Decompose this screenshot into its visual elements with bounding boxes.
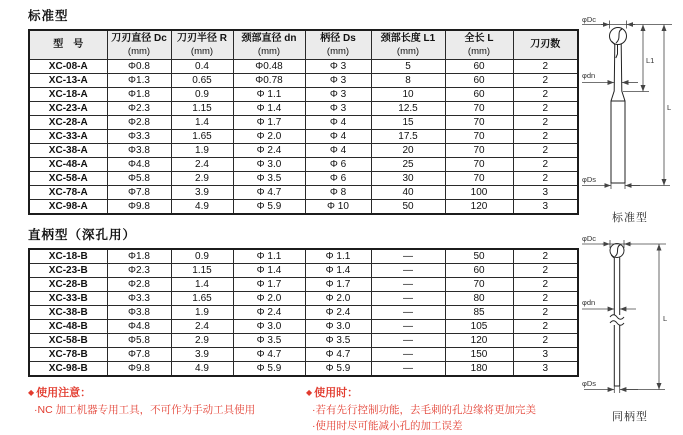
table-cell: 85 bbox=[445, 306, 513, 320]
table-cell: Φ 1.4 bbox=[305, 264, 371, 278]
table-cell: 1.15 bbox=[171, 102, 233, 116]
table-row bbox=[29, 116, 578, 130]
table-cell: 2 bbox=[513, 306, 578, 320]
table-cell: Φ2.8 bbox=[107, 278, 171, 292]
table-cell: 15 bbox=[371, 116, 445, 130]
table-header-row bbox=[29, 30, 578, 60]
usage-caution-lines bbox=[34, 402, 306, 418]
table-cell: 17.5 bbox=[371, 130, 445, 144]
table-cell: Φ 4 bbox=[305, 130, 371, 144]
usage-tips-note bbox=[306, 386, 577, 434]
table-cell: 5 bbox=[371, 60, 445, 74]
table-cell: 12.5 bbox=[371, 102, 445, 116]
table-cell: Φ1.8 bbox=[107, 249, 171, 264]
table-cell: — bbox=[371, 264, 445, 278]
column-header: 刀刃半径 R (mm) bbox=[171, 30, 233, 60]
standard-table-body bbox=[29, 60, 578, 215]
table-cell: 2 bbox=[513, 130, 578, 144]
straight-spec-table bbox=[28, 248, 579, 377]
table-cell: 1.15 bbox=[171, 264, 233, 278]
table-cell: Φ 3 bbox=[305, 88, 371, 102]
table-cell: Φ4.8 bbox=[107, 158, 171, 172]
table-row bbox=[29, 144, 578, 158]
note-line: ·NC 加工机器专用工具，不可作为手动工具使用 bbox=[34, 403, 256, 416]
table-cell: 40 bbox=[371, 186, 445, 200]
table-cell: 2 bbox=[513, 60, 578, 74]
table-cell: — bbox=[371, 334, 445, 348]
table-cell: Φ 2.4 bbox=[233, 306, 305, 320]
table-cell: Φ2.8 bbox=[107, 116, 171, 130]
table-cell: Φ 1.1 bbox=[305, 249, 371, 264]
table-cell: XC-13-A bbox=[29, 74, 107, 88]
table-cell: Φ 8 bbox=[305, 186, 371, 200]
straight-tool-drawing bbox=[580, 233, 680, 401]
table-cell: — bbox=[371, 249, 445, 264]
table-cell: 0.9 bbox=[171, 249, 233, 264]
table-cell: 2 bbox=[513, 292, 578, 306]
column-header: 柄径 Ds (mm) bbox=[305, 30, 371, 60]
table-cell: Φ 4.7 bbox=[233, 348, 305, 362]
table-cell: Φ2.3 bbox=[107, 264, 171, 278]
column-header: 颈部直径 dn (mm) bbox=[233, 30, 305, 60]
dim-label-l: L bbox=[663, 314, 668, 323]
table-cell: Φ3.8 bbox=[107, 306, 171, 320]
table-cell: 2 bbox=[513, 116, 578, 130]
table-cell: XC-78-A bbox=[29, 186, 107, 200]
standard-tool-drawing bbox=[580, 12, 680, 202]
dim-label-l: L bbox=[667, 103, 672, 112]
table-cell: Φ 1.7 bbox=[233, 278, 305, 292]
table-cell: Φ 5.9 bbox=[233, 200, 305, 215]
column-header: 颈部长度 L1 (mm) bbox=[371, 30, 445, 60]
dim-label-ds: φDs bbox=[582, 379, 597, 388]
table-cell: 2 bbox=[513, 278, 578, 292]
table-cell: 70 bbox=[445, 130, 513, 144]
dim-label-dn: φdn bbox=[582, 298, 596, 307]
dim-label-dc: φDc bbox=[582, 15, 597, 24]
table-cell: XC-58-B bbox=[29, 334, 107, 348]
table-cell: 2.4 bbox=[171, 158, 233, 172]
table-cell: 60 bbox=[445, 60, 513, 74]
table-cell: Φ3.8 bbox=[107, 144, 171, 158]
table-row bbox=[29, 292, 578, 306]
table-row bbox=[29, 362, 578, 377]
table-cell: XC-38-B bbox=[29, 306, 107, 320]
note-line: ·若有先行控制功能，去毛刺的孔边缘将更加完美 bbox=[312, 403, 536, 416]
table-cell: Φ 3.0 bbox=[233, 158, 305, 172]
table-cell: Φ5.8 bbox=[107, 172, 171, 186]
table-cell: 2 bbox=[513, 102, 578, 116]
table-cell: 3 bbox=[513, 362, 578, 377]
table-cell: Φ 2.0 bbox=[233, 292, 305, 306]
table-cell: 60 bbox=[445, 88, 513, 102]
table-cell: 10 bbox=[371, 88, 445, 102]
table-cell: Φ 5.9 bbox=[305, 362, 371, 377]
table-cell: Φ9.8 bbox=[107, 362, 171, 377]
table-cell: 1.9 bbox=[171, 144, 233, 158]
table-cell: Φ7.8 bbox=[107, 186, 171, 200]
table-cell: 50 bbox=[371, 200, 445, 215]
table-cell: Φ0.8 bbox=[107, 60, 171, 74]
table-cell: 2 bbox=[513, 88, 578, 102]
table-cell: Φ7.8 bbox=[107, 348, 171, 362]
table-cell: XC-58-A bbox=[29, 172, 107, 186]
table-cell: Φ 6 bbox=[305, 158, 371, 172]
table-cell: 2 bbox=[513, 158, 578, 172]
table-cell: 1.4 bbox=[171, 278, 233, 292]
usage-notes bbox=[28, 386, 577, 434]
table-cell: Φ 1.4 bbox=[233, 264, 305, 278]
table-cell: XC-18-A bbox=[29, 88, 107, 102]
dimension-diagrams bbox=[578, 12, 682, 424]
table-cell: Φ0.78 bbox=[233, 74, 305, 88]
table-cell: Φ 3 bbox=[305, 60, 371, 74]
table-cell: Φ 3 bbox=[305, 74, 371, 88]
table-row bbox=[29, 249, 578, 264]
table-cell: — bbox=[371, 348, 445, 362]
table-cell: 2 bbox=[513, 334, 578, 348]
table-row bbox=[29, 60, 578, 74]
table-row bbox=[29, 172, 578, 186]
usage-tips-title bbox=[306, 386, 577, 400]
table-cell: XC-33-B bbox=[29, 292, 107, 306]
column-header: 刀刃数 bbox=[513, 30, 578, 60]
table-cell: 1.9 bbox=[171, 306, 233, 320]
table-cell: 100 bbox=[445, 186, 513, 200]
table-cell: 2 bbox=[513, 172, 578, 186]
table-cell: 50 bbox=[445, 249, 513, 264]
table-cell: 180 bbox=[445, 362, 513, 377]
table-cell: Φ 1.7 bbox=[305, 278, 371, 292]
table-cell: 70 bbox=[445, 158, 513, 172]
table-row bbox=[29, 200, 578, 215]
table-cell: Φ 3.5 bbox=[305, 334, 371, 348]
table-cell: 120 bbox=[445, 334, 513, 348]
usage-caution-note bbox=[28, 386, 306, 434]
table-cell: XC-48-B bbox=[29, 320, 107, 334]
table-cell: 105 bbox=[445, 320, 513, 334]
table-cell: XC-48-A bbox=[29, 158, 107, 172]
table-row bbox=[29, 306, 578, 320]
table-cell: XC-28-B bbox=[29, 278, 107, 292]
table-cell: Φ 5.9 bbox=[233, 362, 305, 377]
table-cell: Φ 3.0 bbox=[233, 320, 305, 334]
standard-diagram-caption: 标准型 bbox=[612, 212, 648, 224]
table-cell: 2 bbox=[513, 74, 578, 88]
table-cell: Φ4.8 bbox=[107, 320, 171, 334]
table-cell: Φ 10 bbox=[305, 200, 371, 215]
table-cell: Φ 4.7 bbox=[233, 186, 305, 200]
table-cell: XC-18-B bbox=[29, 249, 107, 264]
table-cell: — bbox=[371, 306, 445, 320]
table-cell: — bbox=[371, 278, 445, 292]
usage-caution-title bbox=[28, 386, 306, 400]
table-cell: Φ 4 bbox=[305, 116, 371, 130]
table-cell: — bbox=[371, 362, 445, 377]
table-cell: Φ 3.5 bbox=[233, 172, 305, 186]
table-row bbox=[29, 320, 578, 334]
table-cell: Φ 2.4 bbox=[305, 306, 371, 320]
table-cell: 3 bbox=[513, 200, 578, 215]
table-cell: 70 bbox=[445, 172, 513, 186]
table-cell: XC-98-A bbox=[29, 200, 107, 215]
table-cell: Φ 2.4 bbox=[233, 144, 305, 158]
table-cell: 120 bbox=[445, 200, 513, 215]
table-row bbox=[29, 264, 578, 278]
table-cell: Φ2.3 bbox=[107, 102, 171, 116]
table-cell: 2.9 bbox=[171, 172, 233, 186]
table-cell: 2 bbox=[513, 320, 578, 334]
table-cell: 60 bbox=[445, 74, 513, 88]
spec-content bbox=[28, 6, 577, 434]
column-header: 刀刃直径 Dc (mm) bbox=[107, 30, 171, 60]
table-cell: XC-78-B bbox=[29, 348, 107, 362]
table-row bbox=[29, 334, 578, 348]
table-row bbox=[29, 348, 578, 362]
table-cell: 1.65 bbox=[171, 130, 233, 144]
table-cell: Φ0.48 bbox=[233, 60, 305, 74]
table-cell: 2 bbox=[513, 144, 578, 158]
table-cell: XC-08-A bbox=[29, 60, 107, 74]
table-cell: 3 bbox=[513, 186, 578, 200]
dim-label-dc: φDc bbox=[582, 234, 597, 243]
table-cell: 70 bbox=[445, 116, 513, 130]
standard-table-title: 标准型 bbox=[28, 9, 69, 23]
column-header: 全长 L (mm) bbox=[445, 30, 513, 60]
table-cell: Φ3.3 bbox=[107, 130, 171, 144]
table-cell: XC-28-A bbox=[29, 116, 107, 130]
table-cell: 4.9 bbox=[171, 362, 233, 377]
table-row bbox=[29, 74, 578, 88]
straight-table-title: 直柄型（深孔用） bbox=[28, 228, 137, 243]
standard-type-diagram bbox=[578, 12, 682, 225]
diamond-bullet-icon: ◆ bbox=[28, 388, 35, 398]
table-cell: — bbox=[371, 292, 445, 306]
table-cell: 0.4 bbox=[171, 60, 233, 74]
table-cell: 80 bbox=[445, 292, 513, 306]
table-cell: 3.9 bbox=[171, 186, 233, 200]
table-cell: 8 bbox=[371, 74, 445, 88]
table-cell: Φ 3 bbox=[305, 102, 371, 116]
table-row bbox=[29, 278, 578, 292]
table-cell: 70 bbox=[445, 102, 513, 116]
table-cell: XC-23-B bbox=[29, 264, 107, 278]
column-header: 型 号 bbox=[29, 30, 107, 60]
table-cell: Φ 1.7 bbox=[233, 116, 305, 130]
table-cell: Φ 2.0 bbox=[233, 130, 305, 144]
table-cell: XC-33-A bbox=[29, 130, 107, 144]
table-cell: 150 bbox=[445, 348, 513, 362]
straight-diagram-caption: 同柄型 bbox=[612, 411, 648, 423]
table-cell: Φ 4.7 bbox=[305, 348, 371, 362]
table-cell: Φ1.8 bbox=[107, 88, 171, 102]
table-cell: 2 bbox=[513, 249, 578, 264]
table-cell: 0.9 bbox=[171, 88, 233, 102]
table-cell: Φ5.8 bbox=[107, 334, 171, 348]
diamond-bullet-icon: ◆ bbox=[306, 388, 313, 398]
table-cell: Φ 3.0 bbox=[305, 320, 371, 334]
table-cell: 60 bbox=[445, 264, 513, 278]
table-cell: 1.65 bbox=[171, 292, 233, 306]
table-cell: XC-98-B bbox=[29, 362, 107, 377]
table-cell: 4.9 bbox=[171, 200, 233, 215]
table-cell: 2.4 bbox=[171, 320, 233, 334]
table-cell: 0.65 bbox=[171, 74, 233, 88]
usage-tips-title-text: 使用时： bbox=[314, 387, 359, 400]
usage-tips-lines bbox=[312, 402, 577, 435]
table-cell: Φ 1.1 bbox=[233, 88, 305, 102]
table-cell: 70 bbox=[445, 278, 513, 292]
dim-label-dn: φdn bbox=[582, 71, 596, 80]
note-line: ·使用时尽可能减小孔的加工误差 bbox=[312, 419, 463, 432]
table-cell: Φ9.8 bbox=[107, 200, 171, 215]
table-row bbox=[29, 158, 578, 172]
table-cell: Φ 2.0 bbox=[305, 292, 371, 306]
table-cell: 2.9 bbox=[171, 334, 233, 348]
table-cell: XC-38-A bbox=[29, 144, 107, 158]
standard-spec-table bbox=[28, 29, 579, 215]
dim-label-ds: φDs bbox=[582, 175, 597, 184]
straight-table-body bbox=[29, 249, 578, 376]
table-cell: Φ 3.5 bbox=[233, 334, 305, 348]
table-cell: 70 bbox=[445, 144, 513, 158]
table-cell: XC-23-A bbox=[29, 102, 107, 116]
straight-type-diagram bbox=[578, 233, 682, 424]
table-cell: 1.4 bbox=[171, 116, 233, 130]
table-cell: 20 bbox=[371, 144, 445, 158]
table-cell: Φ 1.1 bbox=[233, 249, 305, 264]
table-cell: — bbox=[371, 320, 445, 334]
table-row bbox=[29, 88, 578, 102]
table-cell: Φ 4 bbox=[305, 144, 371, 158]
table-cell: 3 bbox=[513, 348, 578, 362]
table-cell: Φ 1.4 bbox=[233, 102, 305, 116]
table-cell: Φ1.3 bbox=[107, 74, 171, 88]
usage-caution-title-text: 使用注意： bbox=[36, 387, 92, 400]
table-row bbox=[29, 102, 578, 116]
table-cell: 3.9 bbox=[171, 348, 233, 362]
dim-label-l1: L1 bbox=[646, 56, 655, 65]
table-cell: Φ3.3 bbox=[107, 292, 171, 306]
table-cell: 30 bbox=[371, 172, 445, 186]
table-row bbox=[29, 186, 578, 200]
table-cell: 2 bbox=[513, 264, 578, 278]
table-cell: 25 bbox=[371, 158, 445, 172]
table-cell: Φ 6 bbox=[305, 172, 371, 186]
table-row bbox=[29, 130, 578, 144]
